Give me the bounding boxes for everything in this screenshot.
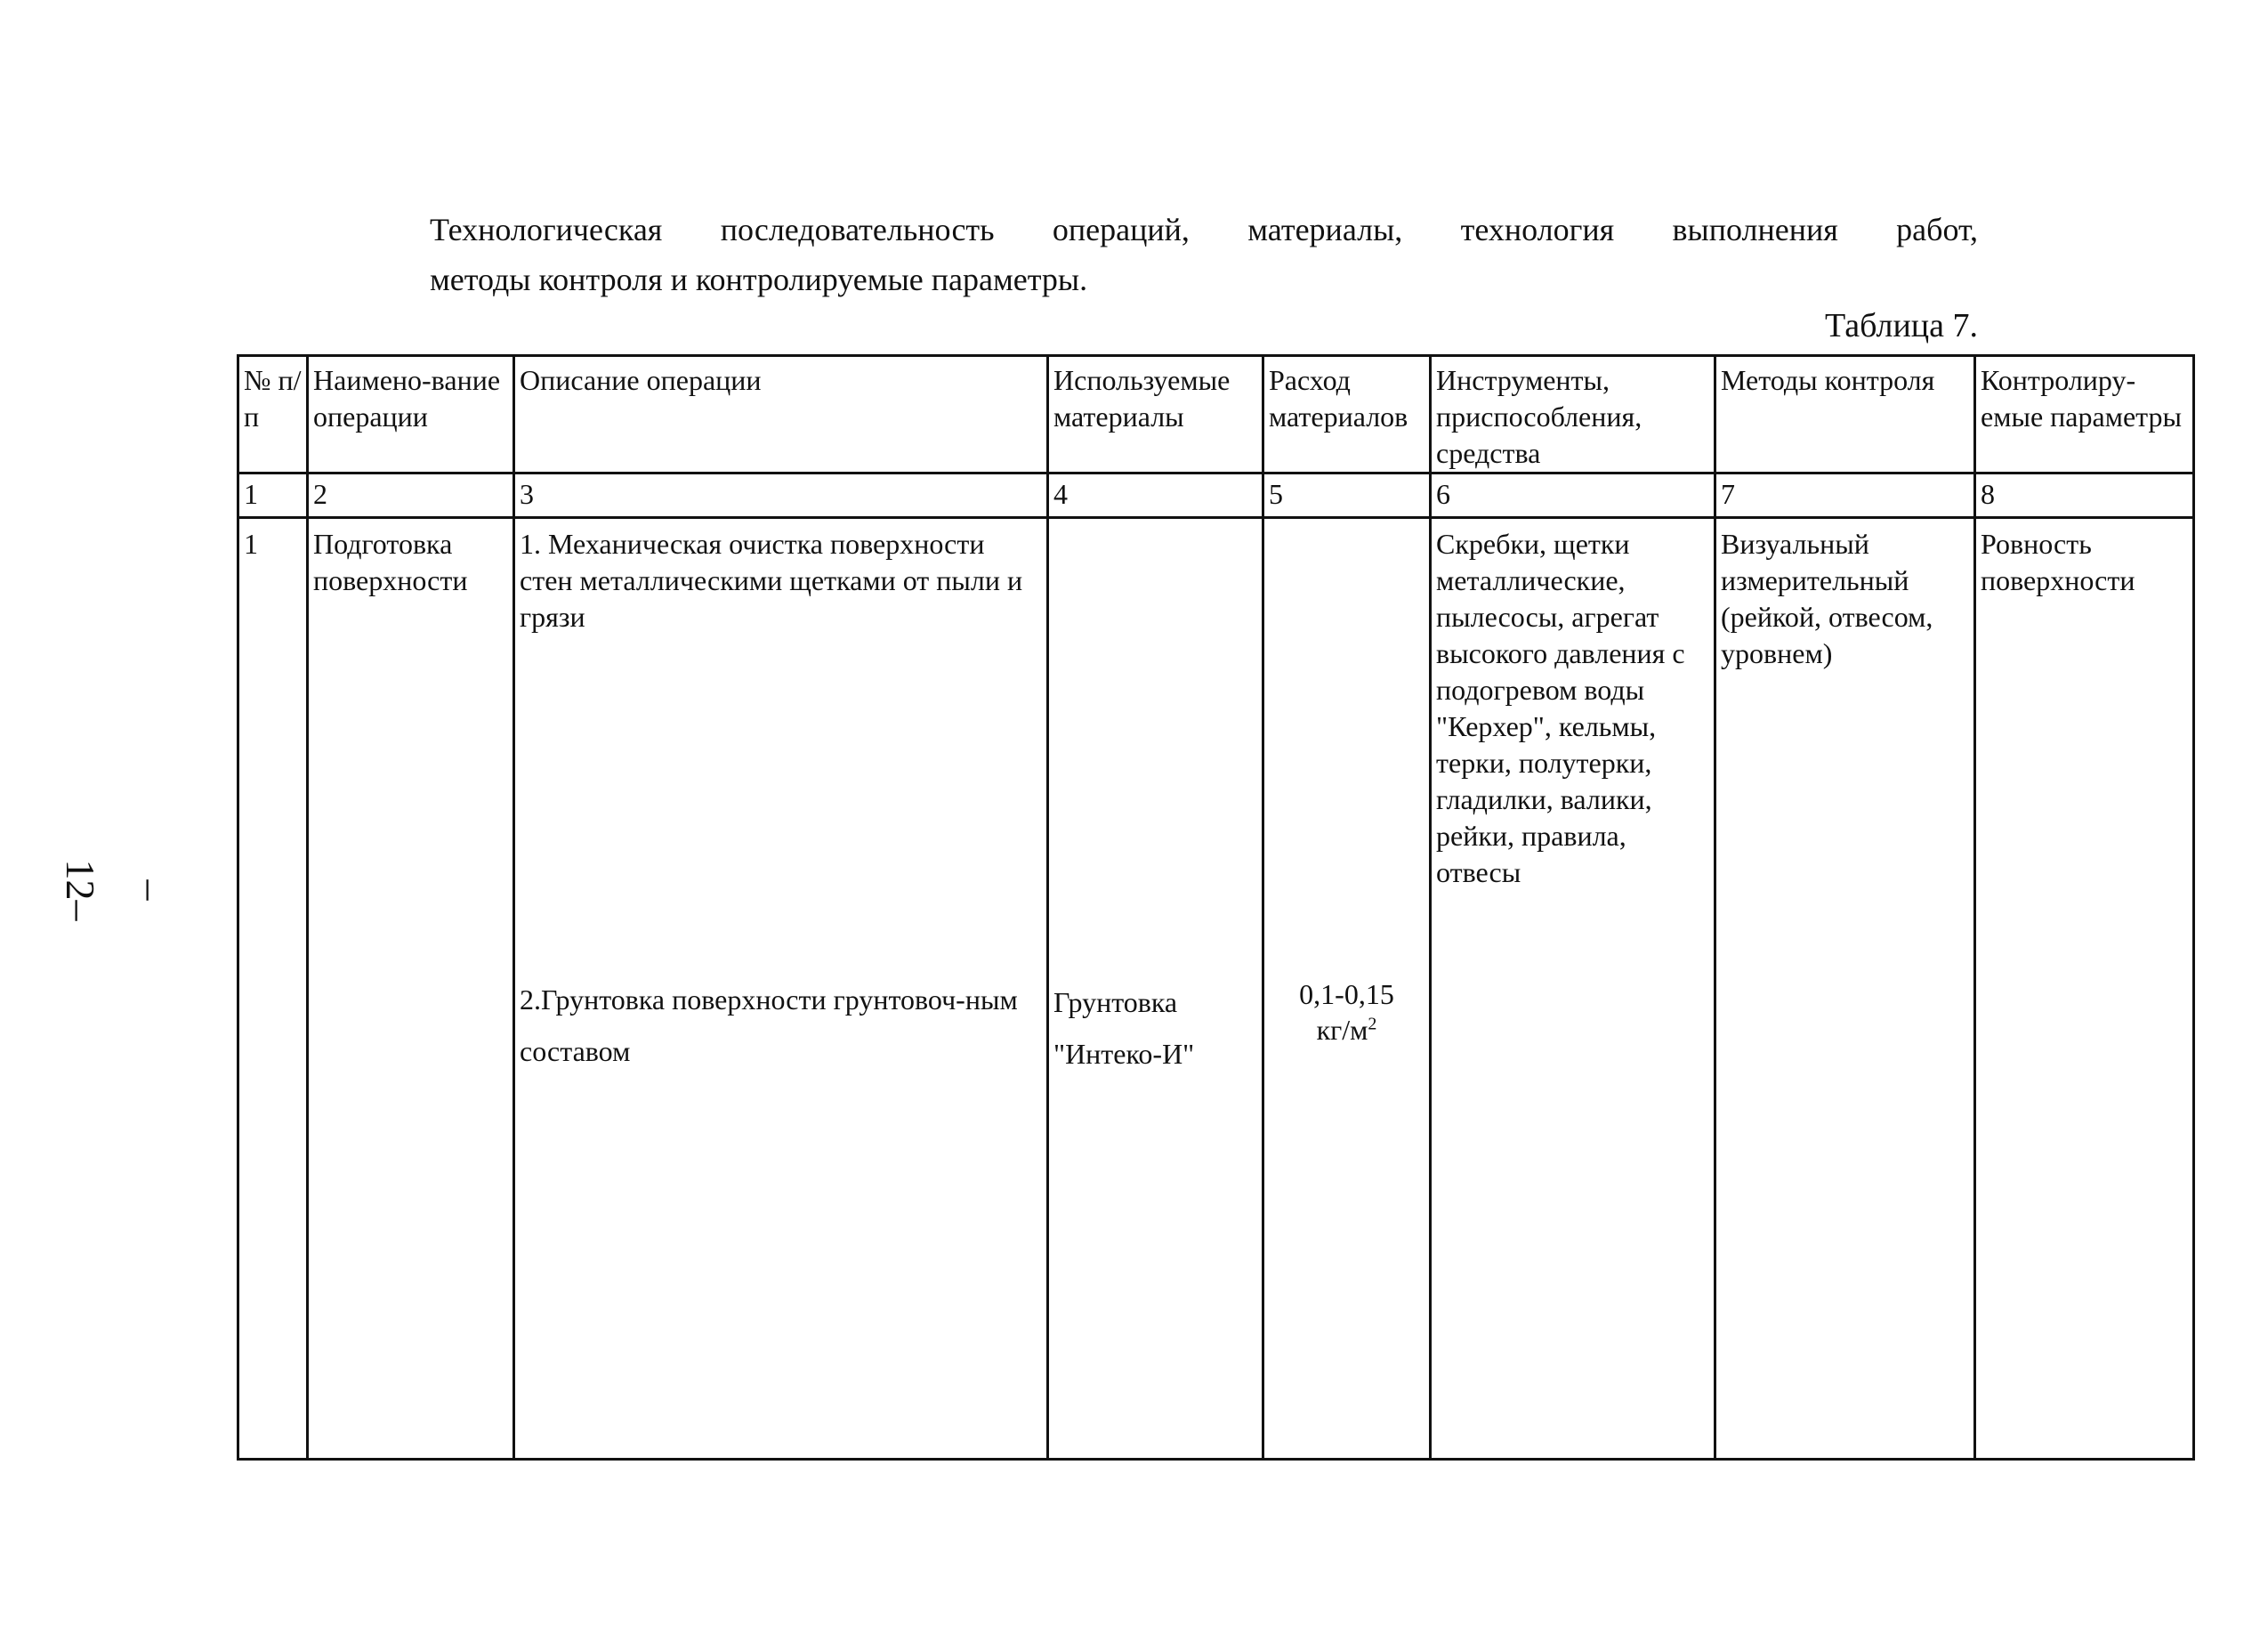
- row-number: 1: [238, 518, 308, 1460]
- materials-cell: [1048, 518, 1263, 1460]
- header-cell-description: Описание операции: [514, 356, 1048, 473]
- column-number: 8: [1975, 473, 2194, 518]
- header-cell-control-methods: Методы контроля: [1715, 356, 1975, 473]
- column-number-row: [238, 473, 2194, 518]
- description-gap: [520, 635, 1042, 974]
- header-cell-operation-name: Наимено-вание операции: [308, 356, 514, 473]
- column-number: 7: [1715, 473, 1975, 518]
- page-number: –12–: [58, 859, 174, 921]
- description-step-1: 1. Механическая очистка поверхности стен металлическими щетками от пыли и грязи: [520, 528, 1023, 633]
- column-number: 1: [238, 473, 308, 518]
- consumption-unit-exponent: 2: [1368, 1014, 1377, 1034]
- consumption-value: 0,1-0,15: [1299, 978, 1394, 1010]
- operation-description: [514, 518, 1048, 1460]
- operation-name: Подготовка поверхности: [308, 518, 514, 1460]
- control-methods-cell: Визуальный измерительный (рейкой, отвесом, уровнем): [1715, 518, 1975, 1460]
- description-step-2: 2.Грунтовка поверхности грунтовоч-ным составом: [520, 983, 1018, 1067]
- column-number: 3: [514, 473, 1048, 518]
- consumption-cell: [1263, 518, 1431, 1460]
- column-number: 6: [1431, 473, 1715, 518]
- table-row: [238, 518, 2194, 1460]
- column-number: 5: [1263, 473, 1431, 518]
- column-number: 2: [308, 473, 514, 518]
- materials-gap: [1053, 526, 1257, 976]
- column-number: 4: [1048, 473, 1263, 518]
- operations-table: [237, 354, 2195, 1461]
- header-cell-number: № п/п: [238, 356, 308, 473]
- controlled-params-cell: Ровность поверхности: [1975, 518, 2194, 1460]
- intro-text: [430, 205, 1978, 304]
- consumption-unit: кг/м: [1316, 1014, 1368, 1046]
- header-cell-tools: Инструменты, приспособления, средства: [1431, 356, 1715, 473]
- intro-line-1: Технологическая последовательность операций, материалы, технология выполнения работ,: [430, 212, 1978, 247]
- table-caption: Таблица 7.: [1824, 307, 1978, 344]
- header-row: [238, 356, 2194, 473]
- header-cell-consumption: Расход материалов: [1263, 356, 1431, 473]
- tools-cell: Скребки, щетки металлические, пылесосы, агрегат высокого давления с подогревом воды "Керхер", кельмы, терки, полутерки, гладилки, валики, рейки, правила, отвесы: [1431, 518, 1715, 1460]
- header-cell-materials: Используемые материалы: [1048, 356, 1263, 473]
- material-name: Грунтовка "Интеко-И": [1053, 986, 1195, 1070]
- header-cell-controlled-params: Контролиру-емые параметры: [1975, 356, 2194, 473]
- consumption-unit-wrap: [1269, 1012, 1425, 1048]
- consumption-gap: [1269, 526, 1425, 976]
- intro-line-2: методы контроля и контролируемые параметры.: [430, 262, 1088, 297]
